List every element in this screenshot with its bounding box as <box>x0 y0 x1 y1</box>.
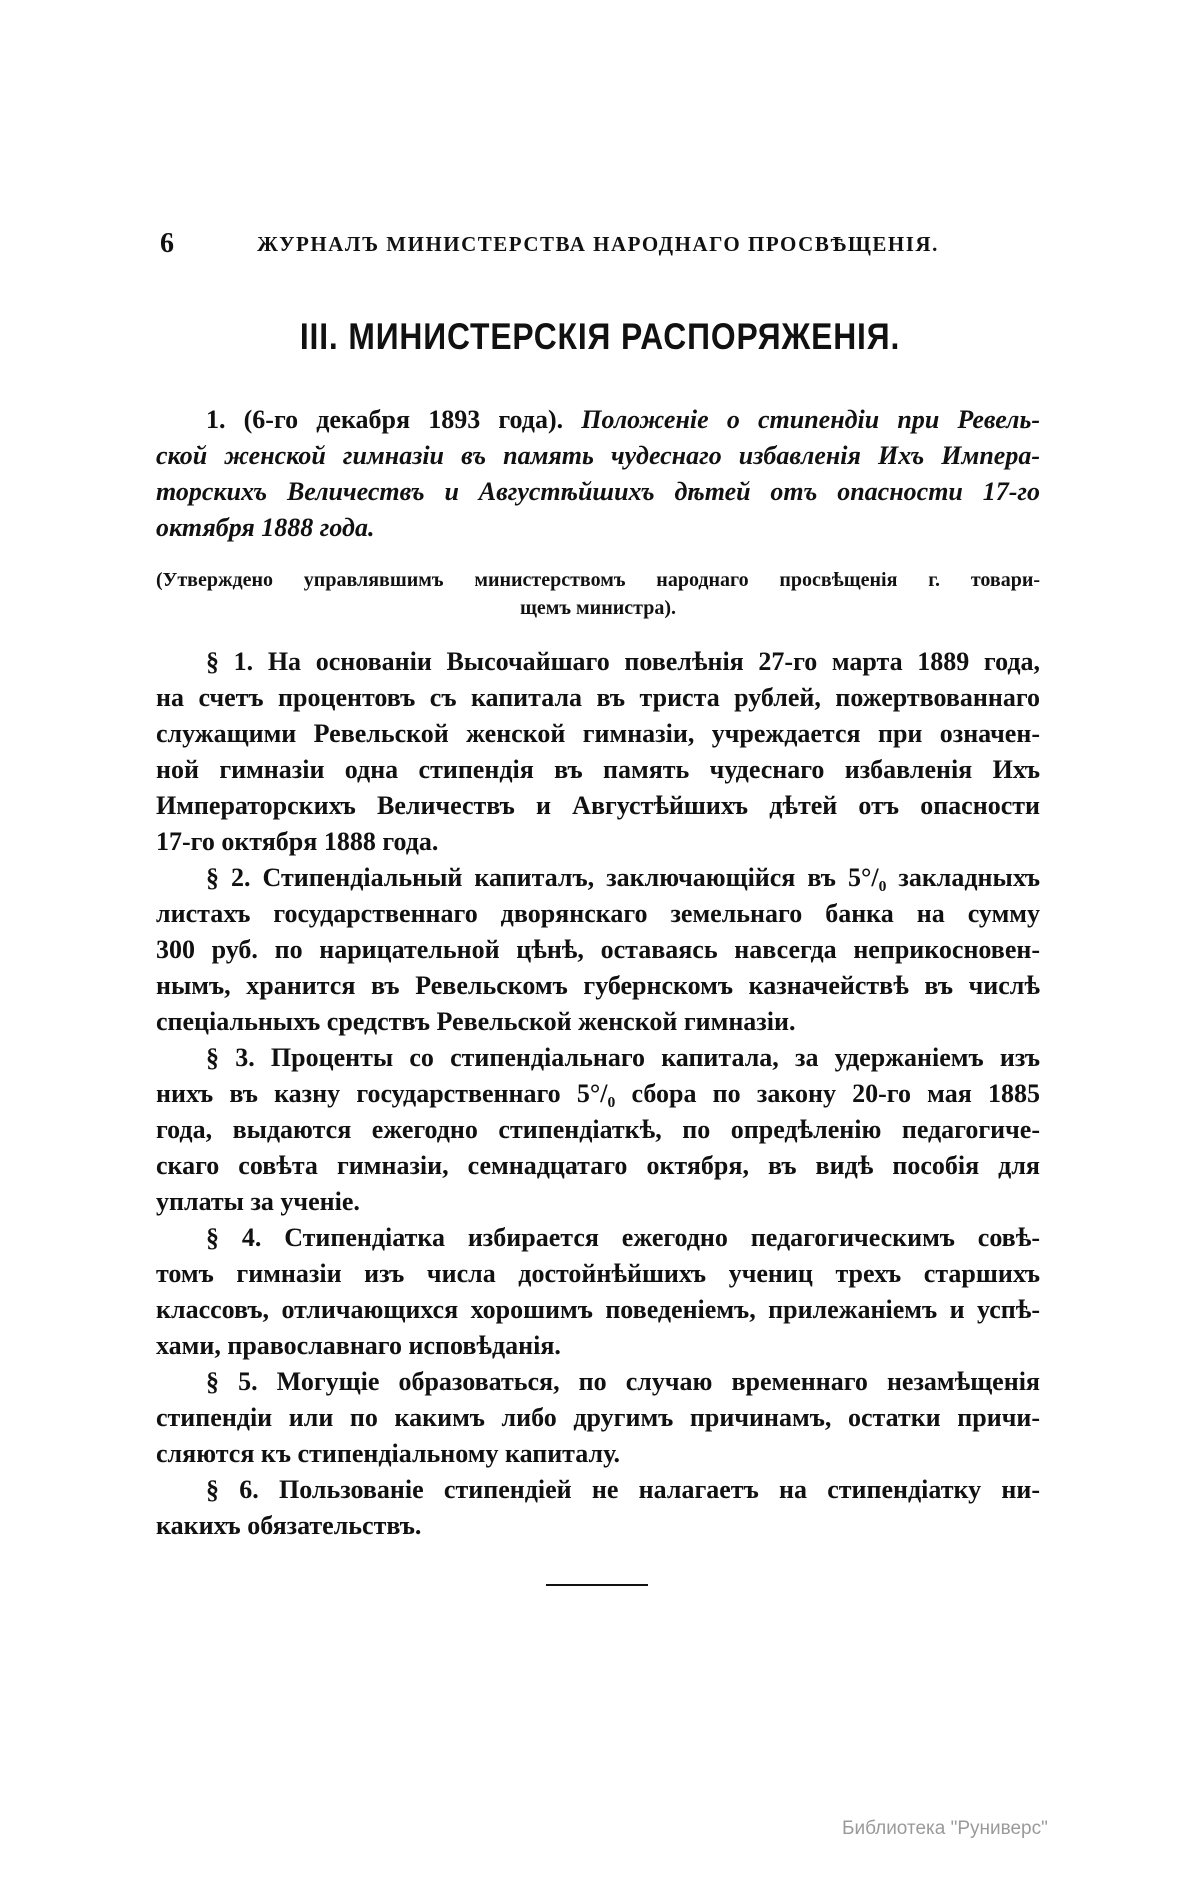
text-line: § 3. Проценты со стипендіальнаго капитала, за удержаніемъ изъ <box>206 1043 1040 1072</box>
text-line: какихъ обязательствъ. <box>156 1511 422 1540</box>
section-paragraph-6 <box>156 1472 1040 1544</box>
text-line: § 6. Пользованіе стипендіей не налагаетъ на стипендіатку ни- <box>206 1475 1040 1504</box>
text-line: томъ гимназіи изъ числа достойнѣйшихъ учениц трехъ старшихъ <box>156 1259 1040 1288</box>
closing-rule <box>546 1584 648 1586</box>
text-line: (Утверждено управлявшимъ министерствомъ народнаго просвѣщенія г. товари- <box>156 569 1040 591</box>
section-paragraph-2 <box>156 860 1040 1040</box>
text-line: § 4. Стипендіатка избирается ежегодно педагогическимъ совѣ- <box>206 1223 1040 1252</box>
text-line: § 2. Стипендіальный капиталъ, заключающійся въ 5°/₀ закладныхъ <box>206 863 1040 892</box>
page-number: 6 <box>160 228 174 259</box>
text-line: стипендіи или по какимъ либо другимъ причинамъ, остатки причи- <box>156 1403 1040 1432</box>
text-line: уплаты за ученіе. <box>156 1187 360 1216</box>
text-line: октября 1888 года. <box>156 513 375 542</box>
text-line: на счетъ процентовъ съ капитала въ триста рублей, пожертвованнаго <box>156 683 1040 712</box>
text-line: щемъ министра). <box>520 597 676 619</box>
heading-italic-part: Положеніе о стипендіи при Ревель- <box>581 405 1040 434</box>
section-paragraph-3 <box>156 1040 1040 1220</box>
document-body <box>156 402 1040 1544</box>
section-paragraph-5 <box>156 1364 1040 1472</box>
text-line: спеціальныхъ средствъ Ревельской женской гимназіи. <box>156 1007 796 1036</box>
order-heading <box>156 402 1040 546</box>
text-line: классовъ, отличающихся хорошимъ поведеніемъ, прилежаніемъ и успѣ- <box>156 1295 1040 1324</box>
section-paragraph-4 <box>156 1220 1040 1364</box>
running-header <box>156 228 1040 264</box>
running-head-title: ЖУРНАЛЪ МИНИСТЕРСТВА НАРОДНАГО ПРОСВѢЩЕНІЯ. <box>257 232 939 256</box>
section-paragraph-1 <box>156 644 1040 860</box>
text-line: нымъ, хранится въ Ревельскомъ губернскомъ казначействѣ въ числѣ <box>156 971 1040 1000</box>
text-line: ской женской гимназіи въ память чудеснаго избавленія Ихъ Импера- <box>156 441 1040 470</box>
text-line: 1. (6-го декабря 1893 года). Положеніе о стипендіи при Ревель- <box>206 405 1040 434</box>
text-line: Императорскихъ Величествъ и Августѣйшихъ дѣтей отъ опасности <box>156 791 1040 820</box>
text-line: хами, православнаго исповѣданія. <box>156 1331 561 1360</box>
text-line: 17-го октября 1888 года. <box>156 827 439 856</box>
text-line: скаго совѣта гимназіи, семнадцатаго октября, въ видѣ пособія для <box>156 1151 1040 1180</box>
text-line: § 5. Могущіе образоваться, по случаю временнаго незамѣщенія <box>206 1367 1040 1396</box>
text-line: ной гимназіи одна стипендія въ память чудеснаго избавленія Ихъ <box>156 755 1040 784</box>
text-line: служащими Ревельской женской гимназіи, учреждается при означен- <box>156 719 1040 748</box>
text-line: 300 руб. по нарицательной цѣнѣ, оставаясь навсегда неприкосновен- <box>156 935 1040 964</box>
text-line: § 1. На основаніи Высочайшаго повелѣнія 27-го марта 1889 года, <box>206 647 1040 676</box>
text-line: нихъ въ казну государственнаго 5°/₀ сбора по закону 20-го мая 1885 <box>156 1079 1040 1108</box>
text-line: года, выдаются ежегодно стипендіаткѣ, по опредѣленію педагогиче- <box>156 1115 1040 1144</box>
text-line: листахъ государственнаго дворянскаго земельнаго банка на сумму <box>156 899 1040 928</box>
text-line: сляются къ стипендіальному капиталу. <box>156 1439 620 1468</box>
text-line: торскихъ Величествъ и Августѣйшихъ дѣтей отъ опасности 17-го <box>156 477 1040 506</box>
approval-note <box>156 566 1040 622</box>
section-title: III. МИНИСТЕРСКІЯ РАСПОРЯЖЕНІЯ. <box>299 316 901 357</box>
library-watermark: Библиотека "Руниверс" <box>842 1818 1048 1839</box>
